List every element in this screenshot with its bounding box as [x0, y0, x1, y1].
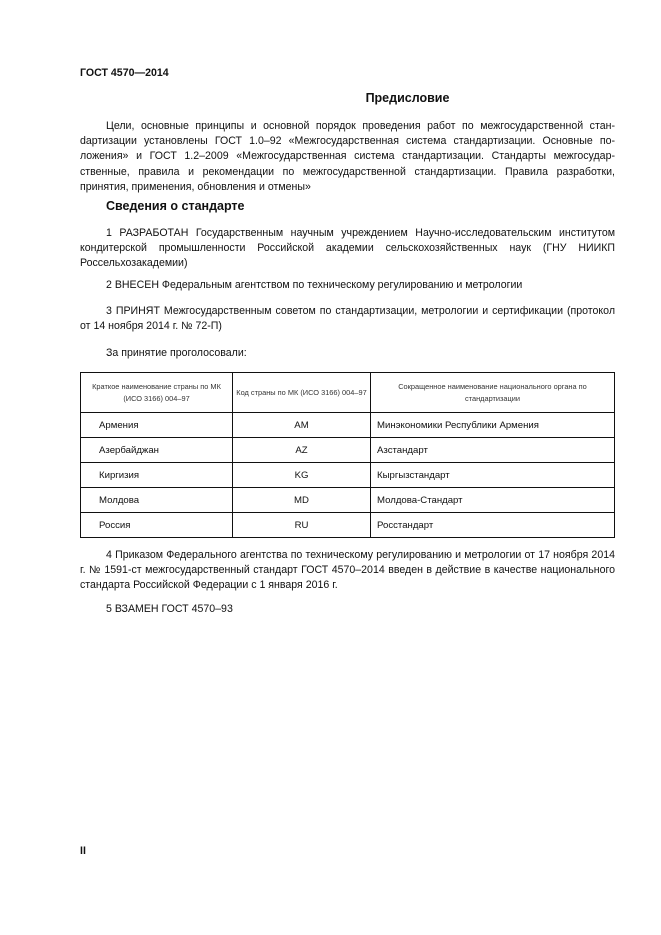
country-cell: Азербайджан [81, 438, 233, 463]
page-number: II [80, 845, 86, 857]
table-row [81, 513, 615, 538]
column-header-code: Код страны по МК (ИСО 3166) 004–97 [233, 373, 371, 413]
body-cell: Азстандарт [371, 438, 615, 463]
body-cell: Молдова-Стандарт [371, 488, 615, 513]
document-header: ГОСТ 4570—2014 [80, 67, 169, 79]
item-3: 3 ПРИНЯТ Межгосударственным советом по стандартизации, метрологии и сертификации (протокол от 14 ноября 2014 г. № 72-П) [80, 305, 615, 333]
table-header-row [81, 373, 615, 413]
body-cell: Минэкономики Республики Армения [371, 413, 615, 438]
body-cell: Росстандарт [371, 513, 615, 538]
code-cell: KG [233, 463, 371, 488]
country-cell: Россия [81, 513, 233, 538]
code-cell: MD [233, 488, 371, 513]
voted-label: За принятие проголосовали: [106, 347, 247, 359]
item-1: 1 РАЗРАБОТАН Государственным научным учреждением Научно-исследовательским институтом кондитерской промышленности Российской академии сельскохозяйственных наук (ГНУ НИИКП Россельхозакадемии) [80, 227, 615, 270]
table-row [81, 463, 615, 488]
item-4: 4 Приказом Федерального агентства по техническому регулированию и метрологии от 17 ноября 2014 г. № 1591-ст межгосударственный стандарт ГОСТ 4570–2014 введен в действие в качестве национального стандарта Российской Федерации с 1 января 2016 г. [80, 549, 615, 592]
country-cell: Киргизия [81, 463, 233, 488]
column-header-country: Краткое наименование страны по МК (ИСО 3166) 004–97 [81, 373, 233, 413]
column-header-body: Сокращенное наименование национального органа по стандартизации [371, 373, 615, 413]
table-row [81, 413, 615, 438]
code-cell: RU [233, 513, 371, 538]
voting-table [80, 372, 615, 538]
country-cell: Армения [81, 413, 233, 438]
table-row [81, 488, 615, 513]
code-cell: AZ [233, 438, 371, 463]
code-cell: AM [233, 413, 371, 438]
section-title: Сведения о стандарте [106, 199, 245, 213]
table-row [81, 438, 615, 463]
item-2: 2 ВНЕСЕН Федеральным агентством по техническому регулированию и метрологии [106, 279, 523, 291]
body-cell: Кыргызстандарт [371, 463, 615, 488]
page-title: Предисловие [365, 91, 450, 105]
item-5: 5 ВЗАМЕН ГОСТ 4570–93 [106, 603, 233, 615]
intro-paragraph: Цели, основные принципы и основной порядок проведения работ по межгосударственной станdартизации установлены ГОСТ 1.0–92 «Межгосударственная система стандартизации. Основные положения» и ГОСТ 1.2–2009 «Межгосударственная система стандартизации. Стандарты межгосударственные, правила и рекомендации по межгосударственной стандартизации. Правила разработки, принятия, применения, обновления и отмены» [80, 120, 615, 193]
country-cell: Молдова [81, 488, 233, 513]
